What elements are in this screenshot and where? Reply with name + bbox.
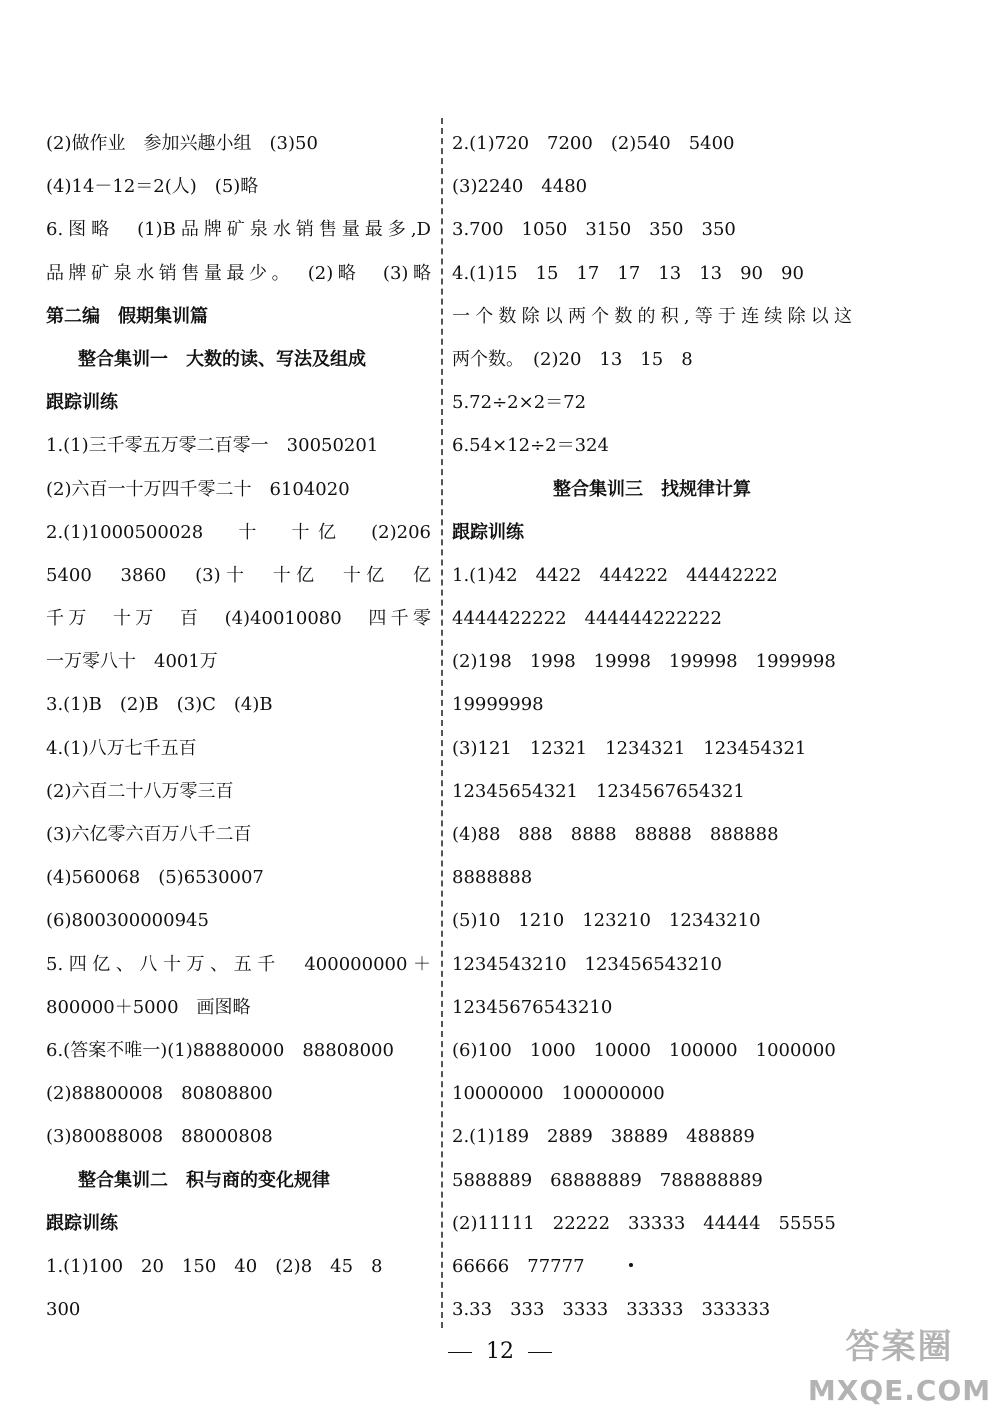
answer-line: (4)88 888 8888 88888 888888 bbox=[452, 824, 779, 845]
answer-line: (5)10 1210 123210 12343210 bbox=[452, 910, 761, 932]
watermark-logo bbox=[807, 1321, 992, 1421]
answer-line: 3.700 1050 3150 350 350 bbox=[452, 219, 736, 241]
answer-line: (2)198 1998 19998 199998 1999998 bbox=[452, 651, 836, 673]
answer-line: 4.(1)15 15 17 17 13 13 90 90 bbox=[452, 262, 804, 284]
answer-line: 19999998 bbox=[452, 694, 544, 716]
subsection-heading: 跟踪训练 bbox=[46, 1212, 118, 1234]
stray-dot bbox=[629, 1263, 633, 1267]
answer-line: 2.(1)189 2889 38889 488889 bbox=[452, 1126, 755, 1148]
answer-line: (3)121 12321 1234321 123454321 bbox=[452, 737, 807, 759]
answer-line: 两个数。 (2)20 13 15 8 bbox=[452, 348, 693, 370]
section-heading: 第二编 假期集训篇 bbox=[46, 305, 208, 327]
answer-line: (4)560068 (5)6530007 bbox=[46, 867, 264, 889]
unit-heading: 整合集训一 大数的读、写法及组成 bbox=[78, 348, 366, 370]
answer-line: 2.(1)720 7200 (2)540 5400 bbox=[452, 133, 735, 154]
subsection-heading: 跟踪训练 bbox=[46, 392, 118, 414]
answer-line: 6.54×12÷2＝324 bbox=[452, 435, 609, 457]
answer-line: 6.图略 (1)B品牌矿泉水销售量最多,D bbox=[46, 219, 431, 241]
answer-line: 3.33 333 3333 33333 333333 bbox=[452, 1299, 771, 1321]
answer-line: 4444422222 444444222222 bbox=[452, 608, 722, 630]
answer-line: (6)800300000945 bbox=[46, 910, 209, 932]
answer-line: 一万零八十 4001万 bbox=[46, 651, 218, 673]
answer-line: 4.(1)八万七千五百 bbox=[46, 737, 197, 759]
answer-line: (4)14－12＝2(人) (5)略 bbox=[46, 176, 259, 198]
column-divider bbox=[441, 118, 443, 1328]
answer-line: (3)80088008 88000808 bbox=[46, 1126, 273, 1148]
answer-line: 5.72÷2×2＝72 bbox=[452, 392, 587, 414]
answer-line: 品牌矿泉水销售量最少。 (2)略 (3)略 bbox=[46, 262, 431, 284]
answer-line: 5.四亿、八十万、五千 400000000＋ bbox=[46, 953, 431, 975]
footer-dash-right bbox=[528, 1352, 552, 1353]
answer-line: 10000000 100000000 bbox=[452, 1083, 665, 1105]
answer-line: 1.(1)三千零五万零二百零一 30050201 bbox=[46, 435, 379, 457]
answer-line: (2)11111 22222 33333 44444 55555 bbox=[452, 1212, 836, 1234]
page-number: 12 bbox=[486, 1339, 514, 1364]
answer-line: 66666 77777 bbox=[452, 1255, 585, 1277]
answer-line: (6)100 1000 10000 100000 1000000 bbox=[452, 1039, 836, 1061]
unit-heading: 整合集训二 积与商的变化规律 bbox=[78, 1169, 330, 1191]
right-column bbox=[452, 122, 852, 1331]
footer-dash-left bbox=[448, 1352, 472, 1353]
subsection-heading: 跟踪训练 bbox=[452, 521, 524, 543]
answer-line: 12345654321 1234567654321 bbox=[452, 780, 745, 802]
answer-line: 1.(1)100 20 150 40 (2)8 45 8 bbox=[46, 1255, 383, 1277]
answer-line: 8888888 bbox=[452, 867, 533, 889]
answer-line: (2)88800008 80808800 bbox=[46, 1083, 273, 1105]
unit-heading: 整合集训三 找规律计算 bbox=[553, 478, 751, 500]
watermark-domain: MXQE.COM bbox=[807, 1374, 992, 1407]
left-column bbox=[46, 122, 431, 1331]
answer-line: 2.(1)1000500028 十 十亿 (2)206 bbox=[46, 521, 431, 543]
watermark-title: 答案圈 bbox=[845, 1327, 954, 1367]
answer-line: 300 bbox=[46, 1299, 81, 1321]
answer-line: (2)做作业 参加兴趣小组 (3)50 bbox=[46, 133, 318, 154]
answer-line: 6.(答案不唯一)(1)88880000 88808000 bbox=[46, 1039, 394, 1061]
answer-line: (3)2240 4480 bbox=[452, 176, 588, 198]
answer-line: 5400 3860 (3)十 十亿 十亿 亿 bbox=[46, 564, 431, 586]
answer-line: 12345676543210 bbox=[452, 996, 613, 1018]
answer-line: 千万 十万 百 (4)40010080 四千零 bbox=[46, 608, 431, 630]
answer-line: 800000＋5000 画图略 bbox=[46, 996, 251, 1018]
answer-line: (3)六亿零六百万八千二百 bbox=[46, 824, 252, 845]
answer-line: 1234543210 123456543210 bbox=[452, 953, 722, 975]
answer-line: 5888889 68888889 788888889 bbox=[452, 1169, 763, 1191]
answer-line: (2)六百二十八万零三百 bbox=[46, 780, 234, 802]
answer-line: 3.(1)B (2)B (3)C (4)B bbox=[46, 694, 273, 716]
answer-line: 1.(1)42 4422 444222 44442222 bbox=[452, 564, 778, 586]
answer-line: (2)六百一十万四千零二十 6104020 bbox=[46, 478, 350, 500]
answer-line: 一个数除以两个数的积,等于连续除以这 bbox=[452, 305, 852, 327]
